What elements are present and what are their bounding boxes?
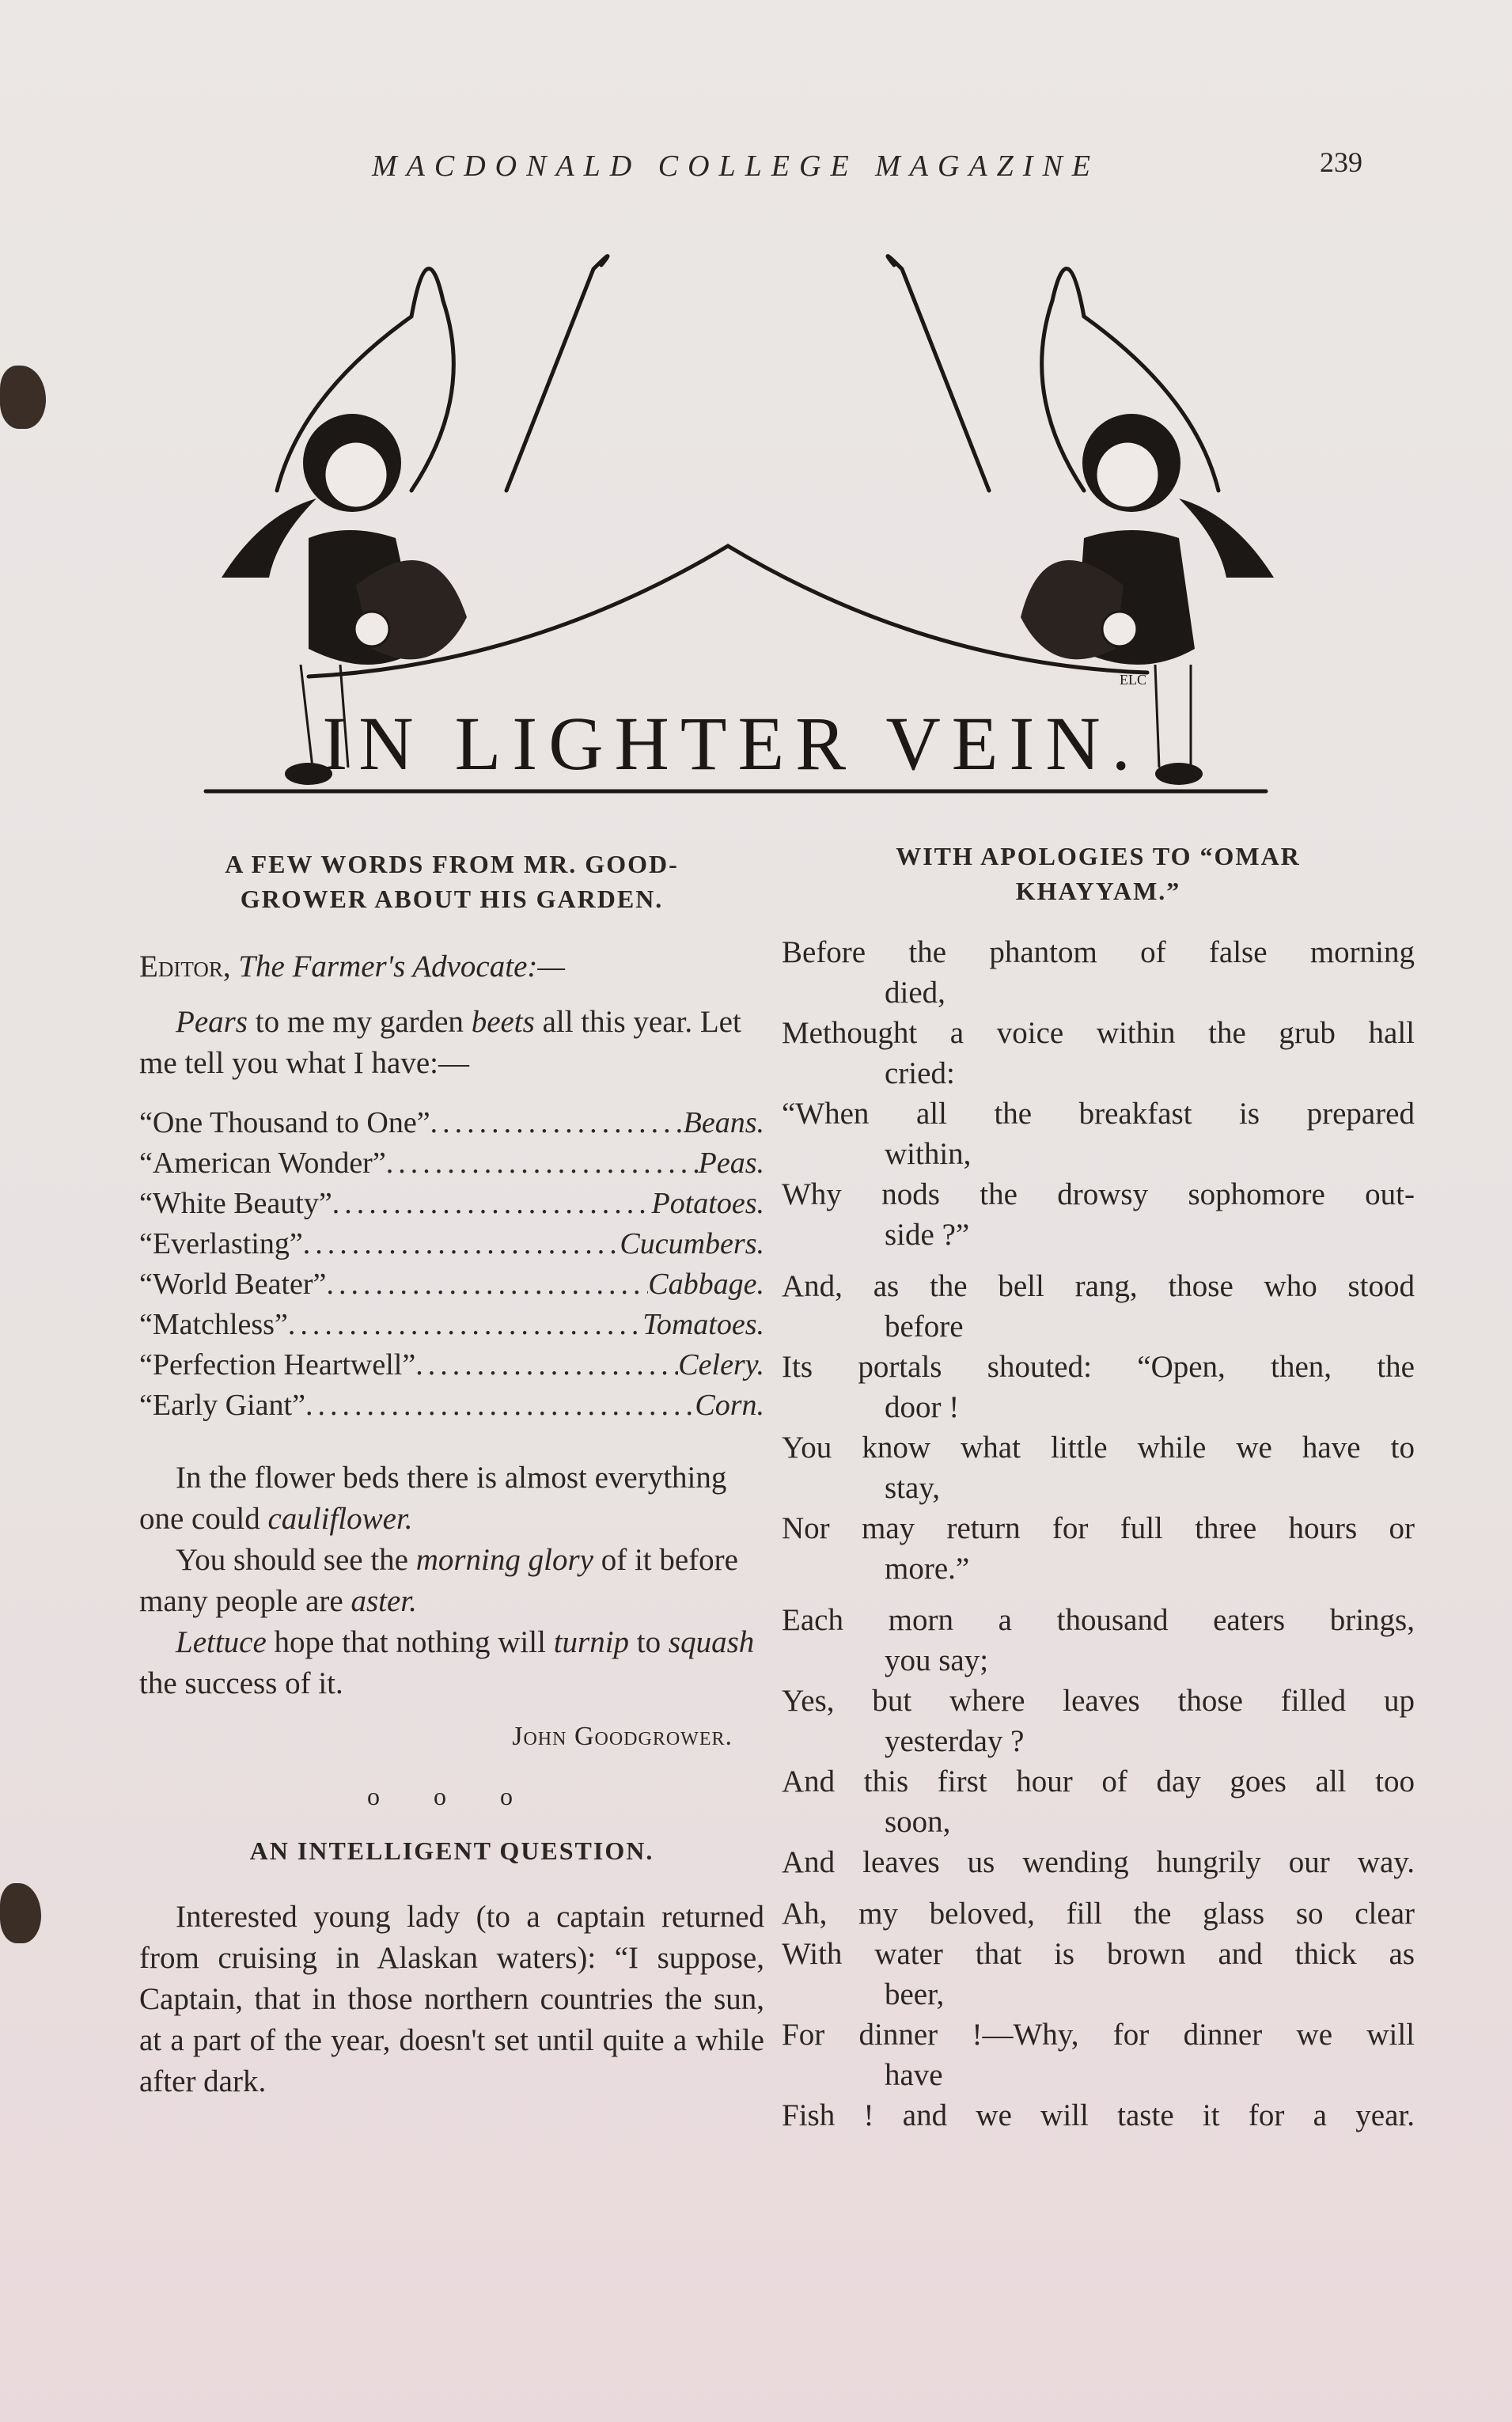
- seed-row: [139, 1305, 764, 1345]
- poem-line: For dinner !—Why, for dinner we will: [782, 2018, 1415, 2052]
- poem-line: Its portals shouted: “Open, then, the: [782, 1350, 1415, 1384]
- poem-line: within,: [885, 1137, 972, 1171]
- poem-line: soon,: [885, 1805, 951, 1839]
- lettuce-paragraph: [139, 1622, 764, 1704]
- running-head: MACDONALD COLLEGE MAGAZINE: [372, 150, 1101, 183]
- salutation-prefix: Editor,: [139, 949, 231, 984]
- article-heading: A FEW WORDS FROM MR. GOOD-GROWER ABOUT HIS GARDEN.: [225, 850, 679, 913]
- left-column: [139, 847, 764, 2102]
- pun-pears: Pears: [176, 1005, 248, 1039]
- poem-line: yesterday ?: [885, 1724, 1025, 1758]
- seed-vegetable: Celery.: [678, 1348, 764, 1382]
- section-separator: o o o: [367, 1782, 536, 1810]
- flower-paragraph: [139, 1457, 764, 1540]
- seed-vegetable: Cucumbers.: [620, 1227, 764, 1260]
- dot-leader: [332, 1184, 652, 1224]
- seed-variety-name: “World Beater”: [139, 1268, 327, 1301]
- seed-vegetable: Peas.: [698, 1147, 764, 1180]
- seed-variety-name: “One Thousand to One”: [139, 1106, 430, 1139]
- poem-line: And this first hour of day goes all too: [782, 1764, 1415, 1798]
- dot-leader: [303, 1224, 620, 1264]
- poem-line: Each morn a thousand eaters brings,: [782, 1603, 1415, 1637]
- body-text: of it before many people are: [139, 1543, 738, 1618]
- seed-row: [139, 1184, 764, 1224]
- salutation: [139, 946, 764, 987]
- poem-line: With water that is brown and thick as: [782, 1937, 1415, 1971]
- seed-variety-name: “Everlasting”: [139, 1227, 303, 1260]
- poem-line: more.”: [885, 1552, 970, 1586]
- poem-line: Before the phantom of false morning: [782, 935, 1415, 969]
- intro-text: to me my garden: [248, 1005, 472, 1039]
- poem-line: door !: [885, 1390, 960, 1424]
- banner-title: IN LIGHTER VEIN.: [322, 701, 1142, 786]
- seed-vegetable: Cabbage.: [648, 1268, 764, 1301]
- body-text: to: [629, 1625, 669, 1659]
- poem-line: Yes, but where leaves those filled up: [782, 1684, 1415, 1718]
- poem-line: Why nods the drowsy sophomore out-: [782, 1177, 1415, 1211]
- page-number: 239: [1320, 146, 1362, 178]
- poem-line: have: [885, 2058, 943, 2092]
- morning-glory-paragraph: [139, 1540, 764, 1622]
- dot-leader: [326, 1264, 648, 1305]
- seed-vegetable: Corn.: [695, 1389, 764, 1422]
- seed-variety-name: “Matchless”: [139, 1308, 288, 1341]
- body-text: the success of it.: [139, 1666, 343, 1700]
- pun-aster: aster.: [351, 1584, 417, 1618]
- intro-text: all this year. Let me tell you what I have:—: [139, 1005, 741, 1080]
- signature: John Goodgrower.: [512, 1722, 733, 1751]
- poem-line: And leaves us wending hungrily our way.: [782, 1845, 1415, 1879]
- body-text: You should see the: [176, 1543, 416, 1577]
- seed-variety-name: “American Wonder”: [139, 1147, 386, 1180]
- poem-line: Fish ! and we will taste it for a year.: [782, 2098, 1415, 2132]
- article-heading: AN INTELLIGENT QUESTION.: [249, 1836, 654, 1865]
- artist-monogram: ELC: [1120, 672, 1146, 688]
- dot-leader: [305, 1385, 695, 1426]
- pun-squash: squash: [668, 1625, 755, 1659]
- dot-leader: [288, 1305, 642, 1345]
- pun-lettuce: Lettuce: [176, 1625, 267, 1659]
- intro-paragraph: [139, 1002, 764, 1084]
- seed-row: [139, 1264, 764, 1305]
- banner-illustration: [174, 237, 1290, 807]
- body-text: hope that nothing will: [266, 1625, 554, 1659]
- seed-row: [139, 1224, 764, 1264]
- seed-variety-name: “Perfection Heartwell”: [139, 1348, 416, 1382]
- seed-row: [139, 1103, 764, 1143]
- poem-stanza: [782, 1266, 1415, 1589]
- page-tear: [0, 366, 46, 429]
- seed-vegetable: Beans.: [683, 1106, 764, 1139]
- seed-variety-name: “White Beauty”: [139, 1187, 332, 1220]
- poem-line: And, as the bell rang, those who stood: [782, 1269, 1415, 1303]
- poem-line: before: [885, 1310, 964, 1344]
- poem-line: Nor may return for full three hours or: [782, 1511, 1415, 1545]
- jesters-with-lutes-drawing: [174, 237, 1290, 807]
- page-tear: [0, 1883, 41, 1943]
- poem-line: Ah, my beloved, fill the glass so clear: [782, 1897, 1415, 1931]
- seed-row: [139, 1345, 764, 1385]
- poem-line: you say;: [885, 1643, 989, 1677]
- seed-vegetable: Tomatoes.: [642, 1308, 764, 1341]
- right-column: [782, 839, 1415, 2136]
- dot-leader: [430, 1103, 684, 1143]
- poem-line: side ?”: [885, 1218, 970, 1252]
- poem-stanza: [782, 1600, 1415, 1882]
- poem-stanza: [782, 932, 1415, 1255]
- poem-line: stay,: [885, 1471, 941, 1505]
- pun-cauliflower: cauliflower.: [267, 1502, 413, 1536]
- poem-heading: WITH APOLOGIES TO “OMAR KHAYYAM.”: [896, 842, 1301, 905]
- poem-stanza: [782, 1893, 1415, 2136]
- pun-turnip: turnip: [553, 1625, 630, 1659]
- poem-line: Methought a voice within the grub hall: [782, 1016, 1415, 1050]
- question-paragraph: Interested young lady (to a captain returned from cruising in Alaskan waters): “I suppose, Captain, that in those northern countries the sun, at a part of the year, doesn't set until quite a while after dark.: [139, 1900, 764, 2098]
- pun-morning-glory: morning glory: [415, 1543, 593, 1577]
- dot-leader: [386, 1143, 699, 1184]
- seed-row: [139, 1385, 764, 1426]
- salutation-title: The Farmer's Advocate:—: [238, 949, 566, 984]
- poem-line: You know what little while we have to: [782, 1431, 1415, 1465]
- poem-line: beer,: [885, 1977, 945, 2011]
- poem-line: died,: [885, 976, 945, 1010]
- poem-line: cried:: [885, 1056, 955, 1090]
- poem-body: [782, 932, 1415, 2136]
- body-text: In the flower beds there is almost everything one could: [139, 1461, 727, 1536]
- poem-line: “When all the breakfast is prepared: [782, 1097, 1415, 1131]
- seed-variety-list: [139, 1103, 764, 1426]
- dot-leader: [415, 1345, 678, 1385]
- seed-row: [139, 1143, 764, 1184]
- seed-vegetable: Potatoes.: [651, 1187, 764, 1220]
- pun-beets: beets: [471, 1005, 535, 1039]
- seed-variety-name: “Early Giant”: [139, 1389, 305, 1422]
